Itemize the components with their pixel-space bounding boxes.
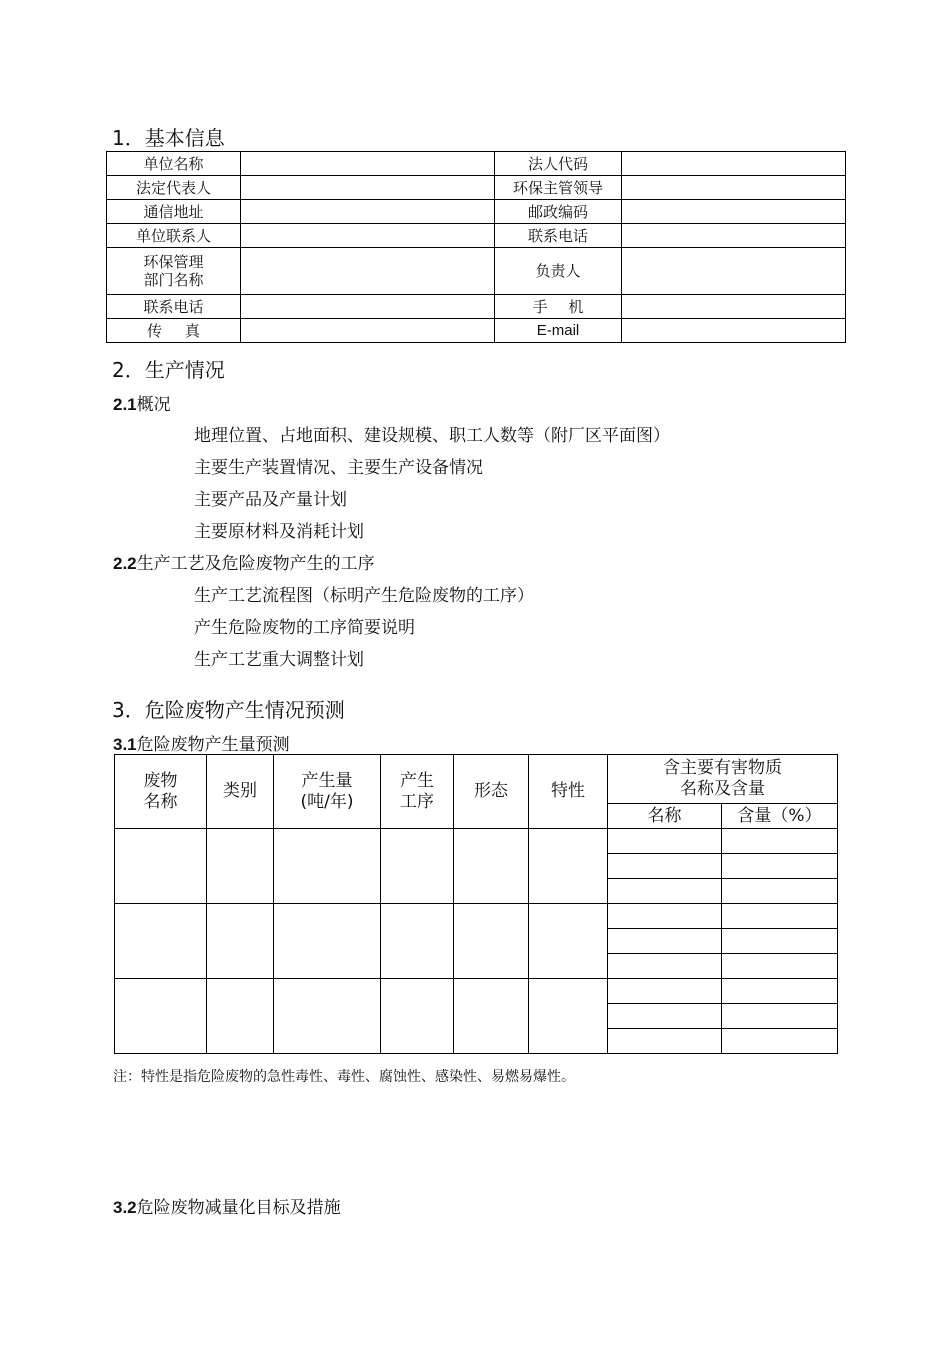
list-item: 主要原材料及消耗计划 — [194, 522, 364, 542]
value-cell[interactable] — [241, 248, 495, 295]
subsection-number: 3.1 — [113, 735, 137, 754]
list-item: 地理位置、占地面积、建设规模、职工人数等（附厂区平面图） — [194, 426, 670, 446]
subsection-number: 2.1 — [113, 395, 137, 414]
cell[interactable] — [722, 979, 838, 1004]
cell[interactable] — [608, 879, 722, 904]
cell[interactable] — [722, 929, 838, 954]
value-cell[interactable] — [241, 152, 495, 176]
subsection-number: 3.2 — [113, 1198, 137, 1217]
cell[interactable] — [608, 854, 722, 879]
value-cell[interactable] — [622, 295, 846, 319]
label-cell: 法人代码 — [495, 152, 622, 176]
cell[interactable] — [722, 954, 838, 979]
cell[interactable] — [722, 829, 838, 854]
label-cell: 单位联系人 — [107, 224, 241, 248]
label-cell: 联系电话 — [495, 224, 622, 248]
header-line: 废物 — [143, 770, 178, 791]
list-item: 主要产品及产量计划 — [194, 490, 347, 510]
label-cell: 传 真 — [107, 319, 241, 343]
header-sub-content: 含量（%） — [722, 804, 838, 829]
table-row — [107, 176, 846, 200]
subsection-title: 危险废物减量化目标及措施 — [136, 1198, 341, 1218]
label-cell: 环保主管领导 — [495, 176, 622, 200]
cell[interactable] — [381, 979, 454, 1054]
value-cell[interactable] — [241, 295, 495, 319]
cell[interactable] — [608, 829, 722, 854]
cell[interactable] — [274, 979, 381, 1054]
waste-forecast-table — [114, 754, 838, 1054]
value-cell[interactable] — [622, 319, 846, 343]
cell[interactable] — [529, 829, 608, 904]
value-cell[interactable] — [241, 176, 495, 200]
cell[interactable] — [454, 904, 529, 979]
list-item: 产生危险废物的工序简要说明 — [194, 618, 415, 638]
section-1-title: 1．基本信息 — [112, 126, 225, 150]
subsection-title: 生产工艺及危险废物产生的工序 — [136, 554, 375, 574]
header-line: 含主要有害物质 — [663, 758, 782, 778]
value-cell[interactable] — [241, 224, 495, 248]
header-form: 形态 — [454, 755, 529, 829]
header-sub-name: 名称 — [608, 804, 722, 829]
header-line: 名称 — [143, 791, 178, 812]
header-line: 名称及含量 — [680, 779, 765, 799]
table-row — [107, 224, 846, 248]
section-2-title: 2．生产情况 — [112, 358, 225, 382]
value-cell[interactable] — [241, 319, 495, 343]
cell[interactable] — [722, 1029, 838, 1054]
header-quantity — [274, 755, 381, 829]
label-cell: E-mail — [495, 319, 622, 343]
header-line: 工序 — [400, 791, 434, 812]
basic-info-table — [106, 151, 846, 343]
cell[interactable] — [608, 954, 722, 979]
label-cell: 负责人 — [495, 248, 622, 295]
cell[interactable] — [274, 829, 381, 904]
cell[interactable] — [207, 979, 274, 1054]
cell[interactable] — [529, 979, 608, 1054]
table-row — [107, 319, 846, 343]
label-cell: 联系电话 — [107, 295, 241, 319]
header-process — [381, 755, 454, 829]
value-cell[interactable] — [622, 152, 846, 176]
subsection-3-1-heading — [113, 730, 290, 755]
subsection-title: 危险废物产生量预测 — [136, 735, 290, 755]
table-note: 注：特性是指危险废物的急性毒性、毒性、腐蚀性、感染性、易燃易爆性。 — [113, 1069, 575, 1085]
subsection-title: 概况 — [136, 395, 171, 415]
table-row — [107, 248, 846, 295]
header-category: 类别 — [207, 755, 274, 829]
list-item: 生产工艺流程图（标明产生危险废物的工序） — [194, 586, 534, 606]
table-row — [107, 295, 846, 319]
cell[interactable] — [722, 1004, 838, 1029]
cell[interactable] — [608, 1029, 722, 1054]
subsection-3-2-heading — [113, 1193, 341, 1218]
value-cell[interactable] — [622, 224, 846, 248]
cell[interactable] — [722, 904, 838, 929]
cell[interactable] — [381, 904, 454, 979]
subsection-number: 2.2 — [113, 554, 137, 573]
cell[interactable] — [115, 829, 207, 904]
cell[interactable] — [608, 904, 722, 929]
subsection-2-1-heading — [113, 390, 171, 415]
cell[interactable] — [722, 879, 838, 904]
table-row — [115, 829, 838, 854]
table-row — [107, 152, 846, 176]
cell[interactable] — [722, 854, 838, 879]
header-hazardous-substances — [608, 755, 838, 804]
cell[interactable] — [274, 904, 381, 979]
header-line: 产生 — [400, 770, 434, 791]
cell[interactable] — [454, 829, 529, 904]
label-cell: 单位名称 — [107, 152, 241, 176]
header-property: 特性 — [529, 755, 608, 829]
value-cell[interactable] — [622, 176, 846, 200]
label-cell: 邮政编码 — [495, 200, 622, 224]
table-row — [115, 979, 838, 1004]
cell[interactable] — [608, 979, 722, 1004]
list-item: 主要生产装置情况、主要生产设备情况 — [194, 458, 483, 478]
label-line: 环保管理 — [143, 253, 204, 271]
value-cell[interactable] — [241, 200, 495, 224]
subsection-2-2-heading — [113, 549, 375, 574]
header-waste-name — [115, 755, 207, 829]
cell[interactable] — [608, 1004, 722, 1029]
cell[interactable] — [115, 904, 207, 979]
table-header-row — [115, 755, 838, 804]
header-line: (吨/年) — [300, 791, 354, 812]
cell[interactable] — [529, 904, 608, 979]
cell[interactable] — [207, 904, 274, 979]
table-row — [115, 904, 838, 929]
label-cell: 手 机 — [495, 295, 622, 319]
label-cell: 法定代表人 — [107, 176, 241, 200]
label-cell — [107, 248, 241, 295]
label-line: 部门名称 — [143, 271, 204, 289]
value-cell[interactable] — [622, 248, 846, 295]
cell[interactable] — [608, 929, 722, 954]
cell[interactable] — [115, 979, 207, 1054]
cell[interactable] — [207, 829, 274, 904]
list-item: 生产工艺重大调整计划 — [194, 650, 364, 670]
table-row — [107, 200, 846, 224]
cell[interactable] — [381, 829, 454, 904]
value-cell[interactable] — [622, 200, 846, 224]
header-line: 产生量 — [301, 770, 353, 791]
cell[interactable] — [454, 979, 529, 1054]
section-3-title: 3．危险废物产生情况预测 — [112, 698, 345, 722]
label-cell: 通信地址 — [107, 200, 241, 224]
